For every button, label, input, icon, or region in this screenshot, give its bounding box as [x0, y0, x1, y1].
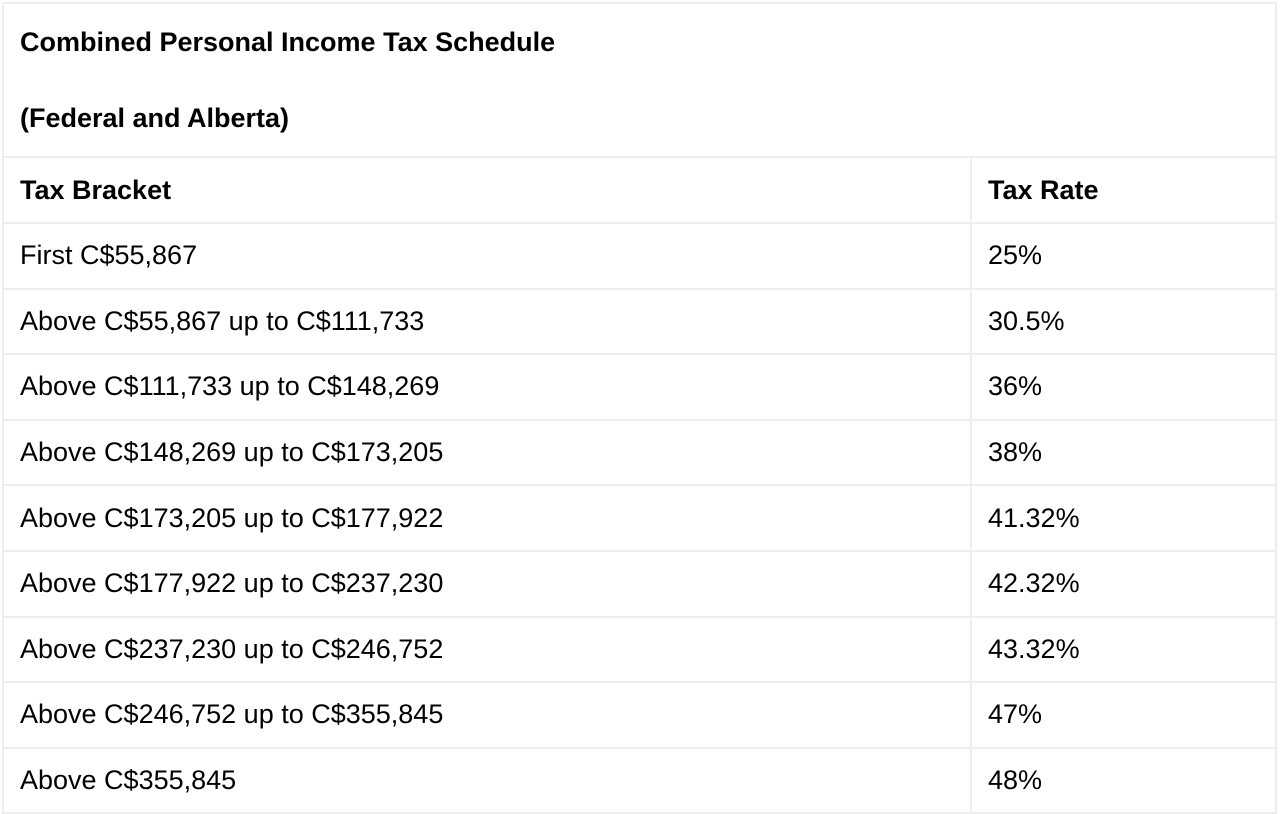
- rate-cell: 38%: [971, 420, 1276, 486]
- rate-cell: 36%: [971, 354, 1276, 420]
- table-title: [3, 3, 1276, 157]
- bracket-cell: Above C$173,205 up to C$177,922: [3, 485, 971, 551]
- bracket-cell: Above C$55,867 up to C$111,733: [3, 289, 971, 355]
- rate-cell: 43.32%: [971, 617, 1276, 683]
- bracket-cell: Above C$111,733 up to C$148,269: [3, 354, 971, 420]
- table-row: [3, 289, 1276, 355]
- bracket-cell: Above C$237,230 up to C$246,752: [3, 617, 971, 683]
- table-title-row: [3, 3, 1276, 157]
- table-row: [3, 420, 1276, 486]
- table-title-line-1: Combined Personal Income Tax Schedule: [20, 27, 556, 57]
- header-tax-rate: Tax Rate: [971, 157, 1276, 223]
- rate-cell: 48%: [971, 748, 1276, 814]
- table-row: [3, 617, 1276, 683]
- bracket-cell: Above C$177,922 up to C$237,230: [3, 551, 971, 617]
- rate-cell: 41.32%: [971, 485, 1276, 551]
- bracket-cell: Above C$355,845: [3, 748, 971, 814]
- rate-cell: 42.32%: [971, 551, 1276, 617]
- table-row: [3, 551, 1276, 617]
- table-row: [3, 485, 1276, 551]
- table-row: [3, 682, 1276, 748]
- bracket-cell: Above C$148,269 up to C$173,205: [3, 420, 971, 486]
- bracket-cell: First C$55,867: [3, 223, 971, 289]
- table-header-row: [3, 157, 1276, 223]
- bracket-cell: Above C$246,752 up to C$355,845: [3, 682, 971, 748]
- tax-schedule-table: [2, 2, 1277, 814]
- rate-cell: 47%: [971, 682, 1276, 748]
- rate-cell: 30.5%: [971, 289, 1276, 355]
- table-row: [3, 223, 1276, 289]
- table-title-line-2: (Federal and Alberta): [20, 103, 290, 133]
- header-tax-bracket: Tax Bracket: [3, 157, 971, 223]
- rate-cell: 25%: [971, 223, 1276, 289]
- table-row: [3, 354, 1276, 420]
